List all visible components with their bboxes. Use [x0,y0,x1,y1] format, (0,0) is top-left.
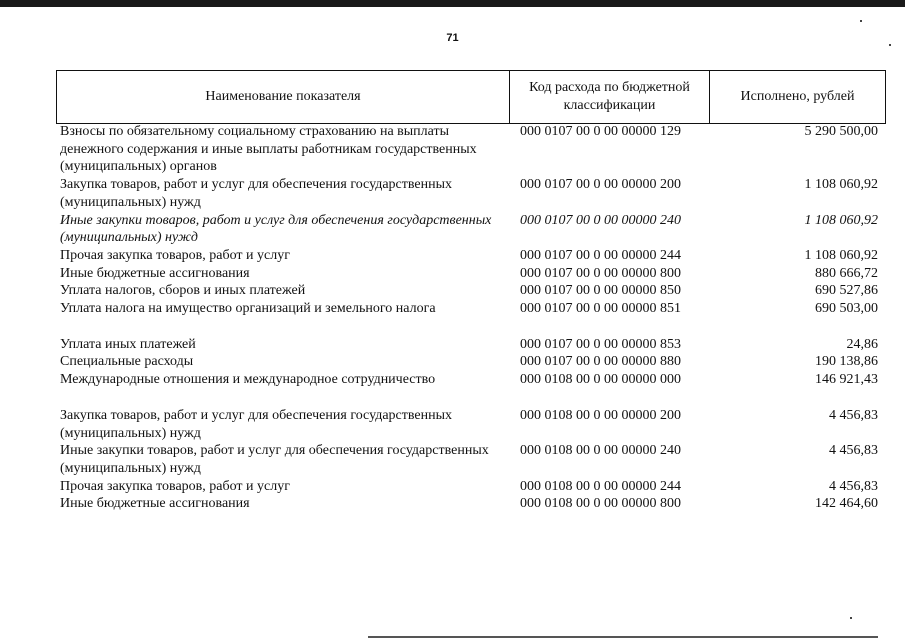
row-code: 000 0107 00 0 00 00000 800 [520,265,681,281]
row-name: Закупка товаров, работ и услуг для обеспечения государственных (муниципальных) нужд [60,407,453,441]
row-code: 000 0107 00 0 00 00000 200 [520,177,681,193]
row-name: Иные бюджетные ассигнования [60,265,250,281]
table-row [56,123,886,176]
row-spacer [56,389,886,407]
row-amount: 1 108 060,92 [804,247,878,263]
row-amount: 4 456,83 [829,443,878,459]
row-name: Специальные расходы [60,354,194,370]
row-amount: 690 503,00 [815,301,878,317]
table-row [56,212,886,247]
row-name: Иные закупки товаров, работ и услуг для обеспечения государственных (муниципальных) нужд [60,443,489,476]
row-amount: 24,86 [846,336,878,352]
row-code: 000 0108 00 0 00 00000 200 [520,407,681,423]
scan-bottom-line [368,636,878,638]
row-name: Уплата иных платежей [60,336,196,352]
row-name: Закупка товаров, работ и услуг для обеспечения государственных (муниципальных) нужд [60,177,453,210]
row-name: Прочая закупка товаров, работ и услуг [60,247,290,263]
table-header [56,70,886,124]
table-row [56,353,886,371]
table-row [56,495,886,513]
row-name: Иные бюджетные ассигнования [60,496,250,512]
table-row [56,300,886,318]
row-code: 000 0107 00 0 00 00000 880 [520,354,681,370]
row-amount: 4 456,83 [829,478,878,494]
row-amount: 1 108 060,92 [804,177,878,193]
row-amount: 146 921,43 [815,372,878,388]
row-amount: 880 666,72 [815,265,878,281]
table-row [56,407,886,442]
header-code: Код расхода по бюджетной классификации [510,71,710,123]
row-code: 000 0108 00 0 00 00000 240 [520,443,681,459]
row-amount: 1 108 060,92 [804,212,878,228]
scan-speck [889,44,891,46]
row-name: Уплата налогов, сборов и иных платежей [60,283,306,299]
row-code: 000 0107 00 0 00 00000 129 [520,124,681,139]
page-number: 71 [446,32,459,44]
table-row [56,265,886,283]
row-amount: 142 464,60 [815,496,878,512]
table-row [56,247,886,265]
scan-speck [860,20,862,22]
page-top-border [0,0,905,7]
row-amount: 690 527,86 [815,283,878,299]
header-name: Наименование показателя [57,71,510,123]
row-code: 000 0107 00 0 00 00000 244 [520,247,681,263]
row-amount: 4 456,83 [829,407,878,423]
table-row [56,336,886,354]
row-amount: 5 290 500,00 [804,124,878,139]
row-code: 000 0107 00 0 00 00000 240 [520,212,681,228]
table-row [56,371,886,389]
table-row [56,176,886,211]
row-name: Международные отношения и международное сотрудничество [60,372,436,388]
row-name: Взносы по обязательному социальному страхованию на выплаты денежного содержания и иные выплаты работникам государственных (муниципальных) органов [60,124,477,175]
row-code: 000 0108 00 0 00 00000 000 [520,372,681,388]
row-code: 000 0107 00 0 00 00000 850 [520,283,681,299]
row-name: Иные закупки товаров, работ и услуг для обеспечения государственных (муниципальных) нужд [60,212,492,246]
table-row [56,442,886,477]
row-code: 000 0108 00 0 00 00000 244 [520,478,681,494]
header-executed: Исполнено, рублей [740,89,855,104]
table-row [56,478,886,496]
row-name: Уплата налога на имущество организаций и земельного налога [60,301,436,317]
row-spacer [56,318,886,336]
row-amount: 190 138,86 [815,354,878,370]
scan-speck [850,617,852,619]
row-code: 000 0108 00 0 00 00000 800 [520,496,681,512]
row-code: 000 0107 00 0 00 00000 853 [520,336,681,352]
row-code: 000 0107 00 0 00 00000 851 [520,301,681,317]
row-name: Прочая закупка товаров, работ и услуг [60,478,290,494]
table-body [56,123,886,513]
table-row [56,282,886,300]
